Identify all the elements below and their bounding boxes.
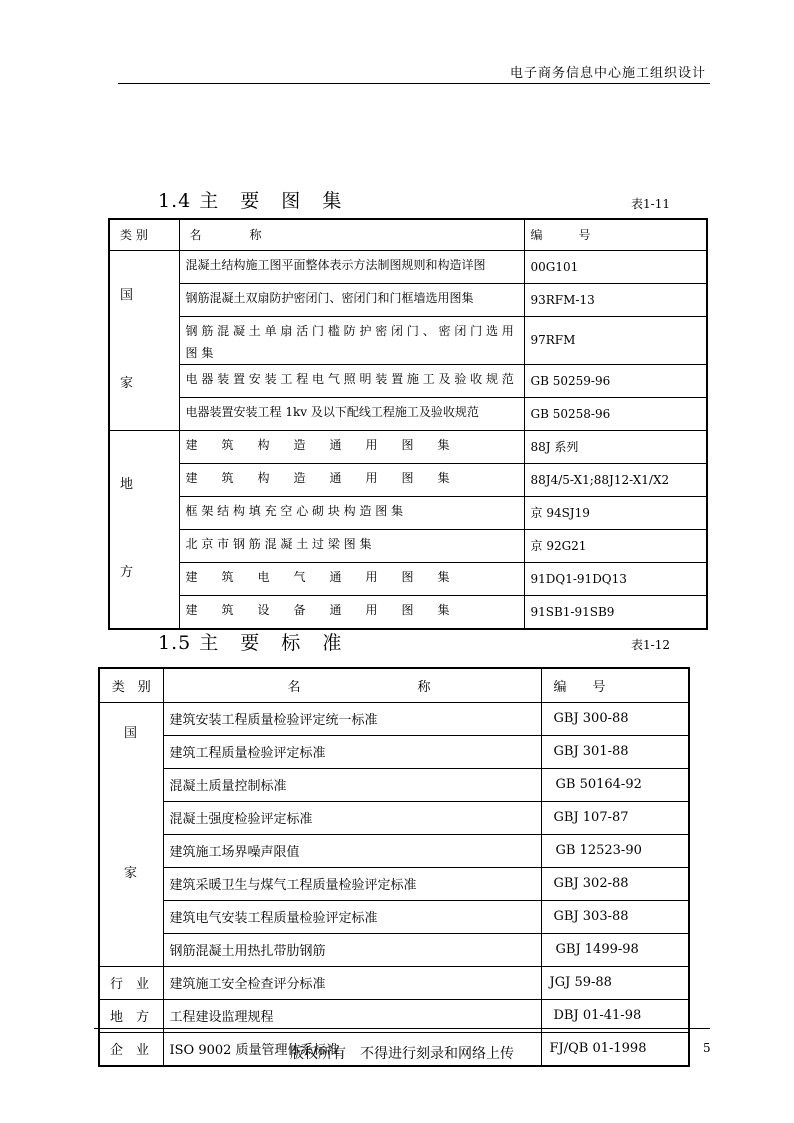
standard-name: 建筑安装工程质量检验评定统一标准 xyxy=(163,702,541,735)
table-header-row xyxy=(109,219,707,250)
table-row xyxy=(109,316,707,364)
table-row xyxy=(109,283,707,316)
page-number: 5 xyxy=(703,1041,711,1055)
standard-code: GB 50164-92 xyxy=(541,768,689,801)
standard-code: GBJ 301-88 xyxy=(541,735,689,768)
item-code: GB 50259-96 xyxy=(524,364,707,397)
standard-code: FJ/QB 01-1998 xyxy=(541,1032,689,1066)
table-row xyxy=(109,529,707,562)
table-row xyxy=(99,933,689,966)
table-row xyxy=(109,397,707,430)
item-name: 建 筑 电 气 通 用 图 集 xyxy=(179,562,524,595)
item-code: 91DQ1-91DQ13 xyxy=(524,562,707,595)
item-code: 京 92G21 xyxy=(524,529,707,562)
item-code: 91SB1-91SB9 xyxy=(524,595,707,629)
table-row xyxy=(99,900,689,933)
standard-name: 混凝土强度检验评定标准 xyxy=(163,801,541,834)
section-number: 1.4 xyxy=(158,190,192,212)
standard-name: 钢筋混凝土用热扎带肋钢筋 xyxy=(163,933,541,966)
table-row xyxy=(99,735,689,768)
section-title: 主 要 标 准 xyxy=(199,632,350,654)
table-row xyxy=(99,702,689,735)
item-code: 00G101 xyxy=(524,250,707,283)
footer-rule xyxy=(94,1028,710,1029)
table-note: 表1-12 xyxy=(631,638,670,652)
section-title: 主 要 图 集 xyxy=(199,190,350,212)
item-name: 电 器 装 置 安 装 工 程 电 气 照 明 装 置 施 工 及 验 收 规 范 xyxy=(179,364,524,397)
item-name: 框 架 结 构 填 充 空 心 砌 块 构 造 图 集 xyxy=(179,496,524,529)
header-rule xyxy=(118,83,710,84)
table-row xyxy=(99,867,689,900)
category-local: 地 方 xyxy=(109,430,179,629)
standard-code: GBJ 300-88 xyxy=(541,702,689,735)
item-code: GB 50258-96 xyxy=(524,397,707,430)
category-enterprise: 企 业 xyxy=(99,1032,163,1066)
header-name: 名 称 xyxy=(179,219,524,250)
standard-name: 建筑施工场界噪声限值 xyxy=(163,834,541,867)
table-row xyxy=(99,966,689,999)
table-row xyxy=(109,595,707,629)
standard-code: GB 12523-90 xyxy=(541,834,689,867)
table-row xyxy=(109,364,707,397)
section-number: 1.5 xyxy=(158,632,192,654)
header-category: 类 别 xyxy=(109,219,179,250)
standard-code: GBJ 302-88 xyxy=(541,867,689,900)
category-local: 地 方 xyxy=(99,999,163,1032)
standard-name: 建筑电气安装工程质量检验评定标准 xyxy=(163,900,541,933)
category-national: 国 家 xyxy=(109,250,179,430)
standard-name: 建筑施工安全检查评分标准 xyxy=(163,966,541,999)
item-code: 97RFM xyxy=(524,316,707,364)
table-header-row xyxy=(99,668,689,702)
header-code: 编 号 xyxy=(524,219,707,250)
item-code: 93RFM-13 xyxy=(524,283,707,316)
item-name: 电器装置安装工程 1kv 及以下配线工程施工及验收规范 xyxy=(179,397,524,430)
section-title-1-5 xyxy=(158,628,349,655)
footer-copyright: 版权所有 不得进行刻录和网络上传 xyxy=(290,1046,514,1062)
category-industry: 行 业 xyxy=(99,966,163,999)
atlas-table xyxy=(108,218,708,630)
header-category: 类 别 xyxy=(99,668,163,702)
category-national: 国 家 xyxy=(99,702,163,966)
table-note: 表1-11 xyxy=(631,197,670,211)
standard-code: JGJ 59-88 xyxy=(541,966,689,999)
standard-name: 建筑工程质量检验评定标准 xyxy=(163,735,541,768)
item-code: 88J4/5-X1;88J12-X1/X2 xyxy=(524,463,707,496)
standards-table xyxy=(98,667,690,1067)
standard-name: 混凝土质量控制标准 xyxy=(163,768,541,801)
item-name: 钢 筋 混 凝 土 单 扇 活 门 槛 防 护 密 闭 门 、 密 闭 门 选 用 图 集 xyxy=(179,316,524,364)
standard-code: GBJ 303-88 xyxy=(541,900,689,933)
item-code: 88J 系列 xyxy=(524,430,707,463)
header-code: 编 号 xyxy=(541,668,689,702)
item-code: 京 94SJ19 xyxy=(524,496,707,529)
item-name: 建 筑 构 造 通 用 图 集 xyxy=(179,463,524,496)
item-name: 建 筑 构 造 通 用 图 集 xyxy=(179,430,524,463)
standard-name: ISO 9002 质量管理体系标准 xyxy=(163,1032,541,1066)
standard-code: GBJ 1499-98 xyxy=(541,933,689,966)
table-row xyxy=(109,463,707,496)
item-name: 建 筑 设 备 通 用 图 集 xyxy=(179,595,524,629)
table-row xyxy=(109,562,707,595)
item-name: 混凝土结构施工图平面整体表示方法制图规则和构造详图 xyxy=(179,250,524,283)
table-row xyxy=(99,768,689,801)
section-title-1-4 xyxy=(158,186,349,213)
item-name: 北 京 市 钢 筋 混 凝 土 过 梁 图 集 xyxy=(179,529,524,562)
document-header-title: 电子商务信息中心施工组织设计 xyxy=(509,66,706,81)
standard-code: GBJ 107-87 xyxy=(541,801,689,834)
item-name: 钢筋混凝土双扇防护密闭门、密闭门和门框墙选用图集 xyxy=(179,283,524,316)
table-row xyxy=(99,801,689,834)
table-row xyxy=(109,250,707,283)
table-row xyxy=(109,496,707,529)
standard-name: 建筑采暖卫生与煤气工程质量检验评定标准 xyxy=(163,867,541,900)
table-row xyxy=(109,430,707,463)
table-row xyxy=(99,834,689,867)
header-name: 名 称 xyxy=(163,668,541,702)
standard-name: 工程建设监理规程 xyxy=(163,999,541,1032)
standard-code: DBJ 01-41-98 xyxy=(541,999,689,1032)
